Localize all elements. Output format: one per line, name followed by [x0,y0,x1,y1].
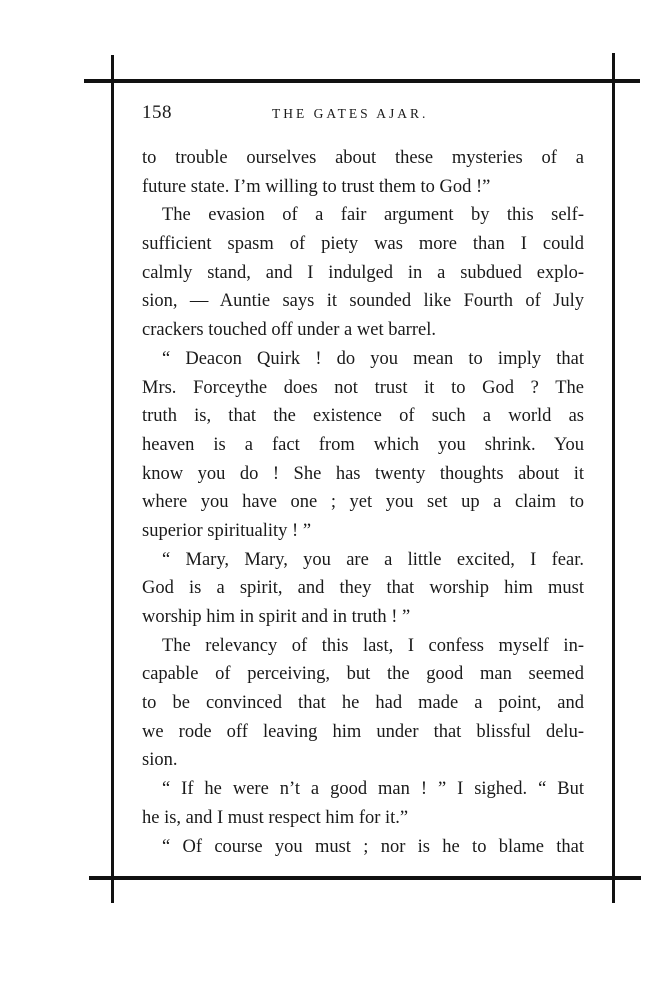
top-border-rule [84,79,640,83]
text-line: The evasion of a fair argument by this self- [162,205,584,226]
text-line: sufficient spasm of piety was more than I could [142,234,584,255]
right-border-rule [612,53,615,903]
text-line: crackers touched off under a wet barrel. [142,320,436,341]
bottom-border-rule [89,876,641,880]
text-line: sion, — Auntie says it sounded like Fourth of July [142,291,584,312]
text-line: sion. [142,750,178,771]
text-line: to trouble ourselves about these mysteries of a [142,148,584,168]
text-line: calmly stand, and I indulged in a subdued explo- [142,262,584,283]
text-line: where you have one ; yet you set up a claim to [142,492,584,513]
body-text [142,144,584,861]
running-head: THE GATES AJAR. [272,106,429,121]
text-line: we rode off leaving him under that blissful delu- [142,721,584,742]
text-line: “ If he were n’t a good man ! ” I sighed. “ But [162,779,584,800]
text-line: know you do ! She has twenty thoughts about it [142,463,584,484]
page-number: 158 [142,102,172,123]
text-line: “ Of course you must ; nor is he to blame that [162,836,584,857]
page-header [142,102,586,132]
text-line: he is, and I must respect him for it.” [142,807,409,828]
left-border-rule [111,55,114,903]
text-line: truth is, that the existence of such a world as [142,406,584,427]
text-line: to be convinced that he had made a point, and [142,693,584,714]
text-line: future state. I’m willing to trust them to God !” [142,176,491,197]
text-line: heaven is a fact from which you shrink. You [142,434,584,455]
text-line: superior spirituality ! ” [142,520,312,541]
text-line: “ Mary, Mary, you are a little excited, I fear. [162,549,584,570]
text-line: worship him in spirit and in truth ! ” [142,607,411,627]
text-line: Mrs. Forceythe does not trust it to God ? The [142,377,584,398]
text-line: The relevancy of this last, I confess myself in- [162,635,584,656]
text-line: God is a spirit, and they that worship him must [142,578,584,599]
text-line: “ Deacon Quirk ! do you mean to imply that [162,348,584,369]
text-line: capable of perceiving, but the good man seemed [142,664,584,685]
